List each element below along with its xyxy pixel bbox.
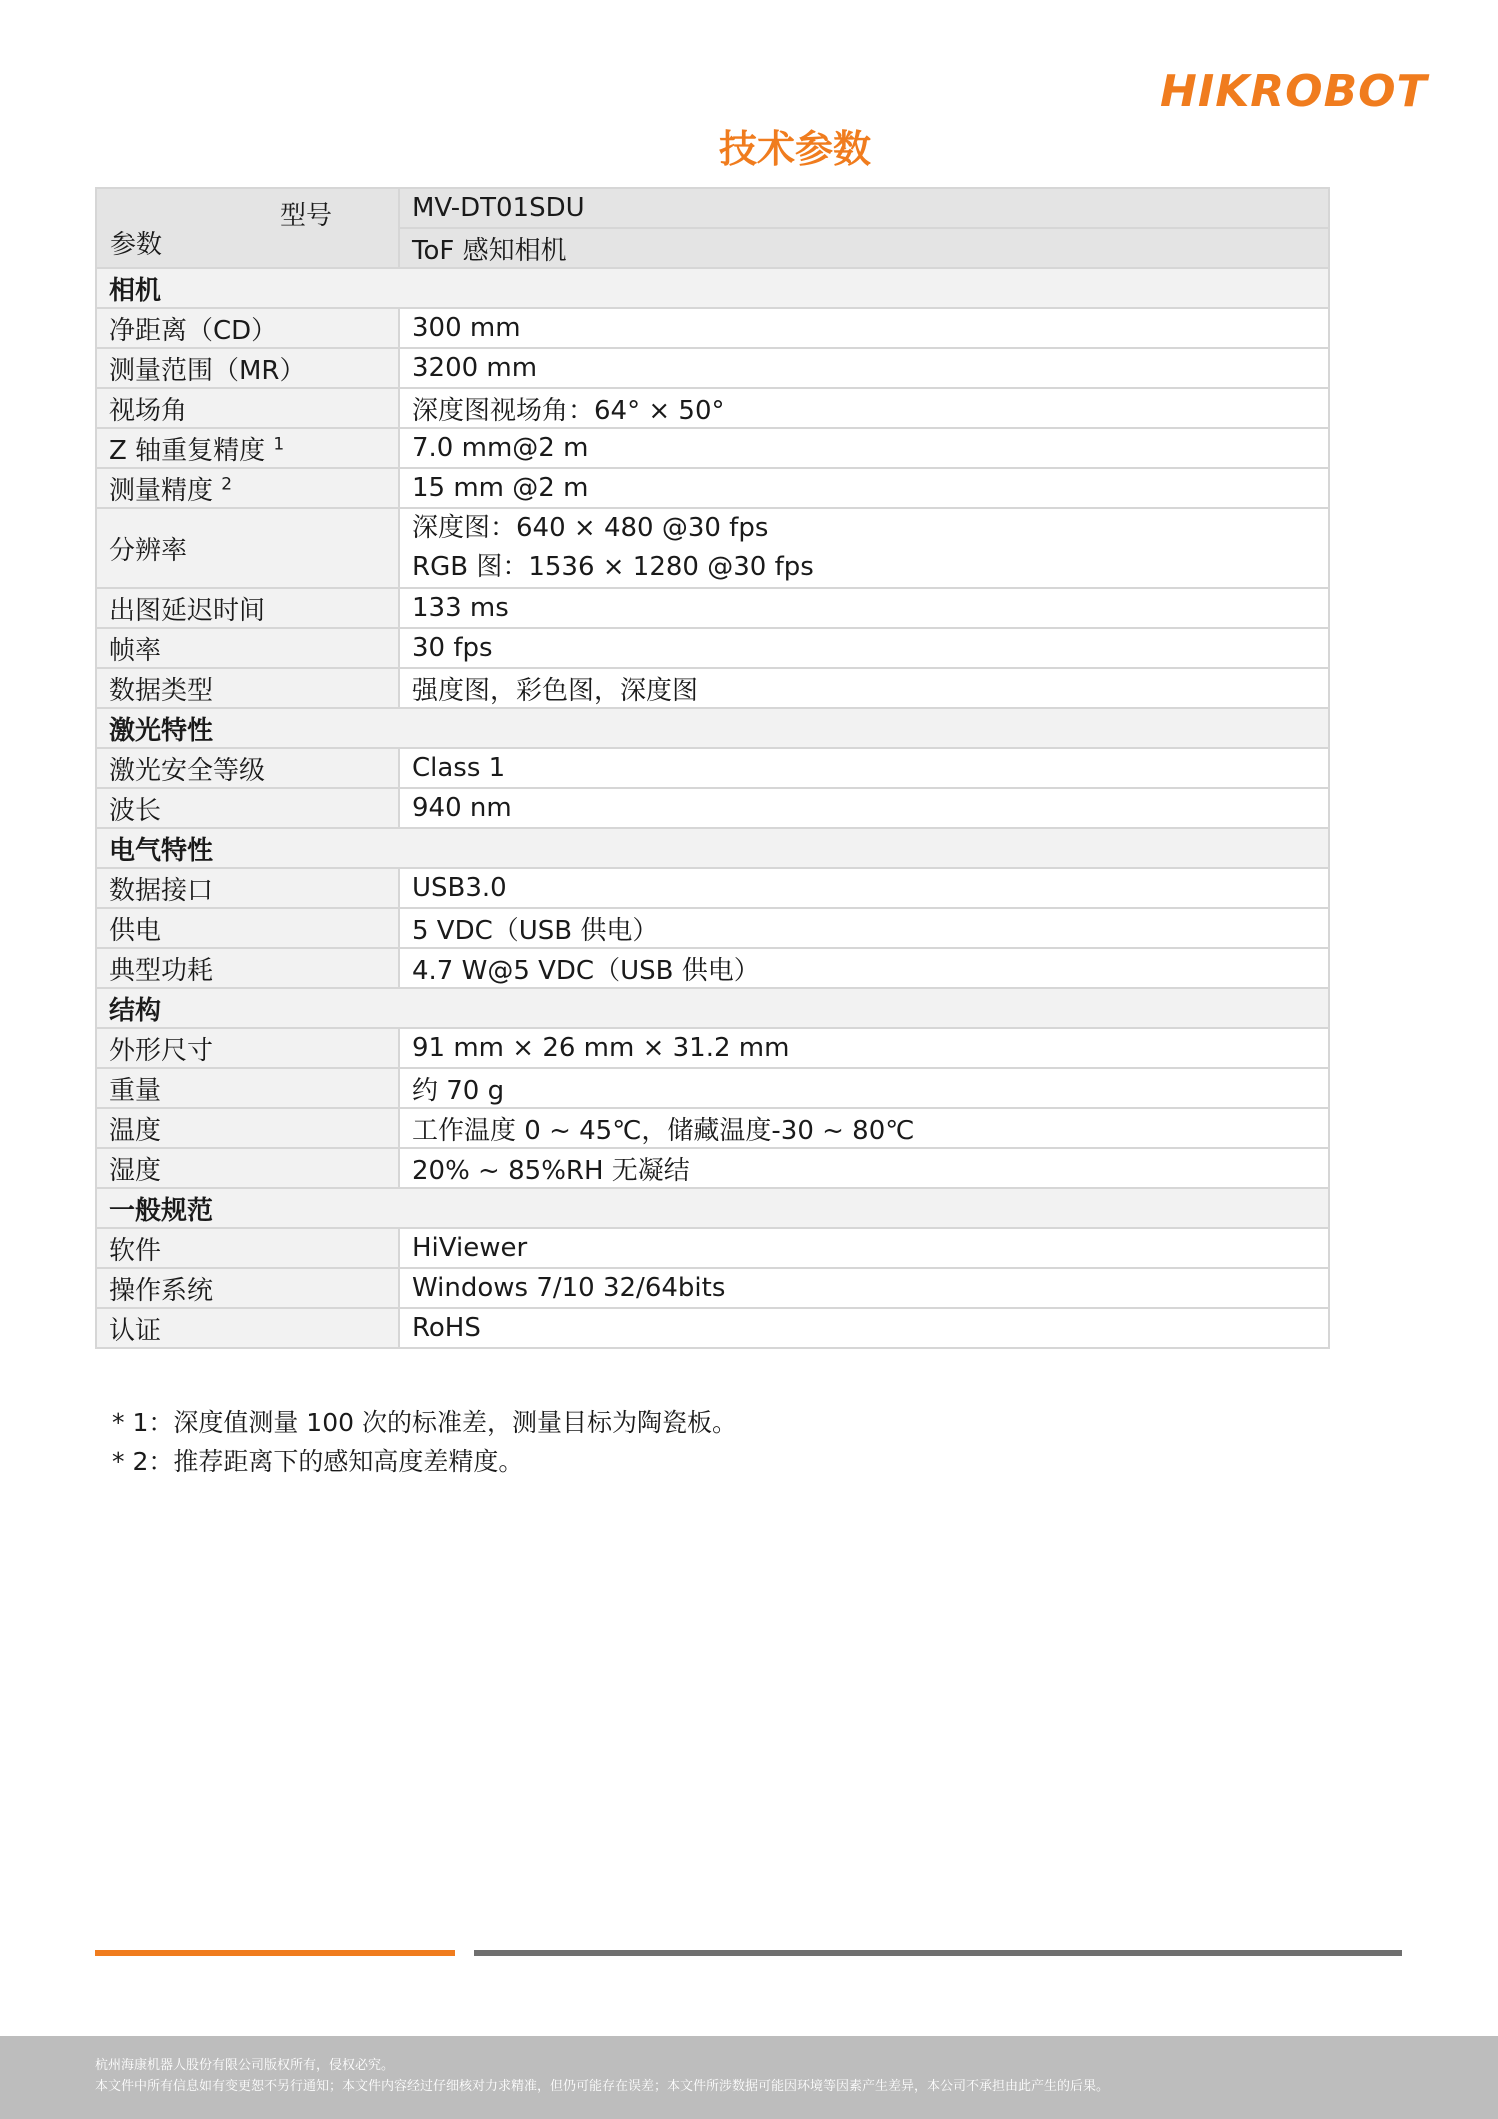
param-label: Z 轴重复精度 <box>109 435 266 466</box>
footnote-2: * 2：推荐距离下的感知高度差精度。 <box>112 1447 524 1476</box>
param-value-cell <box>399 868 1329 908</box>
section-header-row <box>96 988 1329 1028</box>
param-value-cell <box>399 468 1329 508</box>
param-value-cell <box>399 1268 1329 1308</box>
param-value-cell <box>399 308 1329 348</box>
product-type-value: ToF 感知相机 <box>399 228 1329 268</box>
param-label-cell <box>96 908 399 948</box>
param-value-cell <box>399 668 1329 708</box>
param-value: 7.0 mm@2 m <box>412 433 589 463</box>
table-row <box>96 948 1329 988</box>
page-title: 技术参数 <box>718 127 871 171</box>
param-label-cell <box>96 1268 399 1308</box>
model-value: MV-DT01SDU <box>399 188 1329 228</box>
table-row <box>96 1228 1329 1268</box>
section-header-row <box>96 268 1329 308</box>
param-label: 视场角 <box>109 395 188 426</box>
section-title: 激光特性 <box>96 708 1329 748</box>
table-row <box>96 1108 1329 1148</box>
param-value: 深度图：640 × 480 @30 fps <box>412 513 769 543</box>
section-title: 结构 <box>96 988 1329 1028</box>
section-title: 一般规范 <box>96 1188 1329 1228</box>
param-label-cell <box>96 1308 399 1348</box>
table-row <box>96 588 1329 628</box>
table-row <box>96 428 1329 468</box>
table-row <box>96 868 1329 908</box>
param-label: 操作系统 <box>109 1275 214 1306</box>
footnote-marker: 2 <box>221 473 233 494</box>
param-label-cell <box>96 868 399 908</box>
table-row <box>96 348 1329 388</box>
param-value: Windows 7/10 32/64bits <box>412 1273 726 1303</box>
table-row <box>96 1068 1329 1108</box>
table-row <box>96 468 1329 508</box>
table-row <box>96 1148 1329 1188</box>
table-row <box>96 748 1329 788</box>
param-value: 133 ms <box>412 593 509 623</box>
param-value-cell <box>399 1068 1329 1108</box>
param-label: 典型功耗 <box>109 955 214 986</box>
param-label-cell <box>96 308 399 348</box>
param-value: 30 fps <box>412 633 493 663</box>
param-label: 重量 <box>109 1075 162 1106</box>
table-row <box>96 668 1329 708</box>
param-value: HiViewer <box>412 1233 528 1263</box>
param-value-cell <box>399 508 1329 588</box>
param-label-cell <box>96 1028 399 1068</box>
param-label-cell <box>96 788 399 828</box>
param-label-cell <box>96 1148 399 1188</box>
footer <box>0 2036 1498 2119</box>
param-value-cell <box>399 1108 1329 1148</box>
param-value-cell <box>399 788 1329 828</box>
table-row <box>96 628 1329 668</box>
disclaimer-text: 本文件中所有信息如有变更恕不另行通知；本文件内容经过仔细核对力求精准，但仍可能存在误差；本文件所涉数据可能因环境等因素产生差异，本公司不承担由此产生的后果。 <box>95 2079 1110 2094</box>
table-row <box>96 1308 1329 1348</box>
param-label: 帧率 <box>109 635 162 666</box>
table-row <box>96 388 1329 428</box>
table-row <box>96 1268 1329 1308</box>
table-row <box>96 1028 1329 1068</box>
table-header-row <box>96 188 1329 228</box>
model-header-label: 型号 <box>279 201 332 231</box>
param-label: 出图延迟时间 <box>109 595 266 626</box>
param-value: 15 mm @2 m <box>412 473 589 503</box>
param-label: 波长 <box>109 795 162 826</box>
param-value: 20% ~ 85%RH 无凝结 <box>412 1155 690 1186</box>
section-header-row <box>96 828 1329 868</box>
diagonal-header-cell <box>96 188 399 268</box>
param-value: 工作温度 0 ~ 45℃，储藏温度-30 ~ 80℃ <box>412 1115 915 1146</box>
param-value: 3200 mm <box>412 353 538 383</box>
section-title: 相机 <box>96 268 1329 308</box>
param-label: 数据接口 <box>109 875 214 906</box>
param-value: RoHS <box>412 1313 481 1343</box>
table-row <box>96 788 1329 828</box>
param-label: 净距离（CD） <box>109 315 278 346</box>
copyright-text: 杭州海康机器人股份有限公司版权所有，侵权必究。 <box>95 2058 395 2073</box>
footnotes <box>112 1403 737 1481</box>
section-title: 电气特性 <box>96 828 1329 868</box>
param-value-cell <box>399 588 1329 628</box>
param-value-cell <box>399 428 1329 468</box>
param-value: 深度图视场角：64° × 50° <box>412 395 725 426</box>
footer-divider-bar <box>474 1950 1402 1956</box>
section-header-row <box>96 708 1329 748</box>
param-label-cell <box>96 1228 399 1268</box>
param-label: 温度 <box>109 1115 162 1146</box>
param-label-cell <box>96 628 399 668</box>
param-value: 强度图，彩色图，深度图 <box>412 675 699 706</box>
param-value: 940 nm <box>412 793 512 823</box>
param-label: 激光安全等级 <box>109 755 266 786</box>
param-label: 湿度 <box>109 1155 162 1186</box>
param-label-cell <box>96 668 399 708</box>
footnote-marker: 1 <box>273 433 285 454</box>
footer-accent-bar <box>95 1950 455 1956</box>
spec-table <box>95 187 1330 1349</box>
param-label-cell <box>96 428 399 468</box>
param-label: 分辨率 <box>109 535 188 566</box>
param-value: 4.7 W@5 VDC（USB 供电） <box>412 955 760 986</box>
param-label: 软件 <box>109 1235 162 1266</box>
param-value: 约 70 g <box>412 1075 505 1106</box>
param-value: RGB 图：1536 × 1280 @30 fps <box>412 552 814 582</box>
param-value-cell <box>399 748 1329 788</box>
section-header-row <box>96 1188 1329 1228</box>
param-label: 外形尺寸 <box>109 1035 214 1066</box>
param-value-cell <box>399 1308 1329 1348</box>
param-value-cell <box>399 1148 1329 1188</box>
hikrobot-logo: HIKROBOT <box>1160 66 1428 117</box>
param-label: 供电 <box>109 915 162 946</box>
param-value-cell <box>399 1028 1329 1068</box>
table-row <box>96 308 1329 348</box>
param-label-cell <box>96 1068 399 1108</box>
table-row <box>96 908 1329 948</box>
param-label: 测量范围（MR） <box>109 355 306 386</box>
param-value-cell <box>399 948 1329 988</box>
param-label-cell <box>96 468 399 508</box>
param-value-cell <box>399 628 1329 668</box>
param-value-cell <box>399 908 1329 948</box>
param-value: 300 mm <box>412 313 521 343</box>
param-value-cell <box>399 348 1329 388</box>
param-label: 认证 <box>109 1315 162 1346</box>
param-label-cell <box>96 748 399 788</box>
param-label-cell <box>96 1108 399 1148</box>
param-value-cell <box>399 1228 1329 1268</box>
param-value: Class 1 <box>412 753 506 783</box>
param-value-cell <box>399 388 1329 428</box>
param-label-cell <box>96 508 399 588</box>
param-label: 数据类型 <box>109 675 214 706</box>
param-header-label: 参数 <box>110 230 163 260</box>
param-label-cell <box>96 948 399 988</box>
param-value: 5 VDC（USB 供电） <box>412 915 659 946</box>
param-label-cell <box>96 388 399 428</box>
param-value: USB3.0 <box>412 873 507 903</box>
table-row <box>96 508 1329 588</box>
param-label-cell <box>96 588 399 628</box>
param-label: 测量精度 <box>109 475 214 506</box>
param-label-cell <box>96 348 399 388</box>
param-value: 91 mm × 26 mm × 31.2 mm <box>412 1033 790 1063</box>
footnote-1: * 1：深度值测量 100 次的标准差，测量目标为陶瓷板。 <box>112 1408 737 1437</box>
